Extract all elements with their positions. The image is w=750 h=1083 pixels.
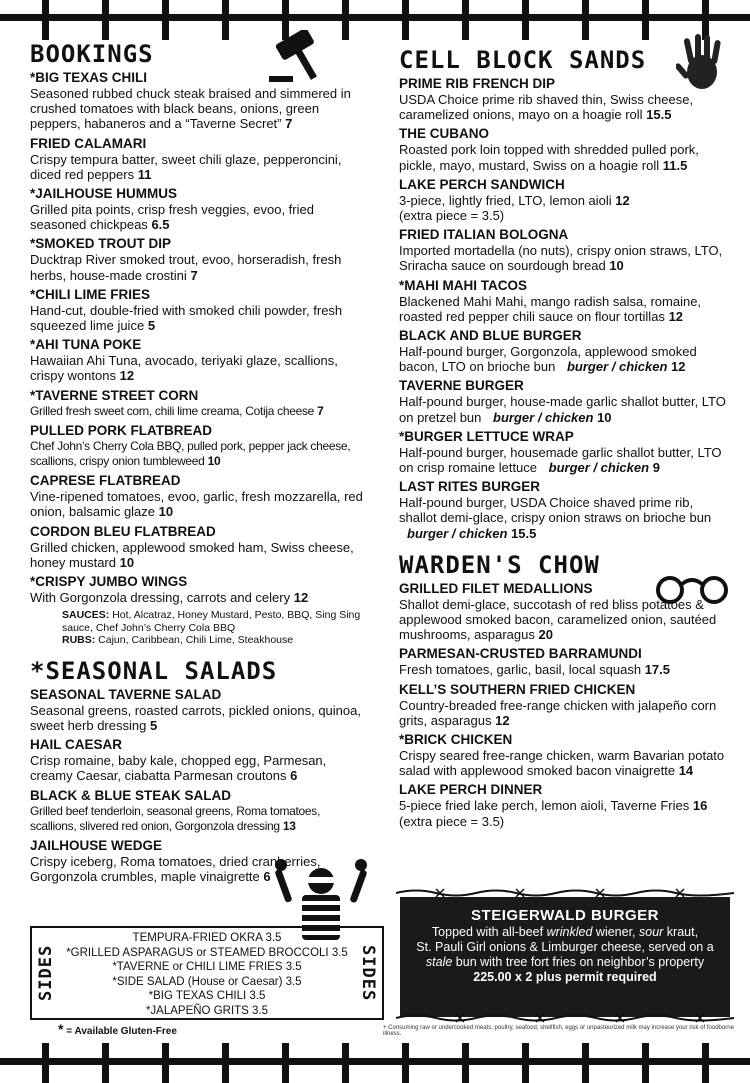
item-desc: [30, 489, 365, 519]
item-desc-text: Ducktrap River smoked trout, evoo, horseradish, fresh herbs, house-made crostini: [30, 252, 342, 283]
item-name: FRIED CALAMARI: [30, 135, 147, 151]
item-name: KELL’S SOUTHERN FRIED CHICKEN: [399, 681, 636, 697]
sw-1d: sour: [639, 925, 664, 939]
side-item: *SIDE SALAD (House or Caesar) 3.5: [112, 975, 302, 988]
item-option: burger / chicken: [493, 409, 594, 425]
item-desc-text: Roasted pork loin topped with shredded pulled pork, pickle, mayo, mustard, Swiss on a hoagie roll: [399, 142, 699, 173]
chow-title: WARDEN'S CHOW: [399, 550, 600, 579]
sauces-text: Hot, Alcatraz, Honey Mustard, Pesto, BBQ, Sing Sing sauce, Chef John’s Cherry Cola BBQ: [62, 609, 361, 634]
item-price: 17.5: [644, 662, 670, 678]
menu-item: [399, 378, 729, 424]
sands-title: CELL BLOCK SANDS: [399, 46, 647, 74]
item-price: 7: [285, 116, 293, 132]
right-column: [399, 40, 729, 833]
rubs-text: Cajun, Caribbean, Chili Lime, Steakhouse: [98, 634, 294, 647]
item-desc: [399, 394, 729, 424]
menu-item: [399, 782, 729, 828]
item-desc-text: Half-pound burger, Gorgonzola, applewood smoked bacon, LTO on brioche bun: [399, 344, 697, 375]
item-desc: [399, 92, 729, 122]
menu-item: [30, 287, 365, 333]
item-price: 10: [207, 454, 221, 469]
item-desc-text: Grilled chicken, applewood smoked ham, Swiss cheese, honey mustard: [30, 539, 354, 570]
item-name: PRIME RIB FRENCH DIP: [399, 76, 556, 91]
item-name: *BIG TEXAS CHILI: [30, 70, 148, 85]
item-desc-text: Imported mortadella (no nuts), crispy onion straws, LTO, Sriracha sauce on sourdough bread: [399, 243, 723, 274]
item-desc: [399, 344, 729, 374]
steigerwald-price: 225.00 x 2 plus permit required: [473, 970, 657, 984]
item-desc: [399, 445, 729, 475]
item-desc: [399, 662, 729, 677]
side-item: *TAVERNE or CHILI LIME FRIES 3.5: [112, 961, 302, 974]
menu-item: [30, 337, 365, 383]
sw-1c: wiener,: [592, 925, 639, 939]
item-desc: [30, 404, 365, 419]
menu-item: [30, 70, 365, 132]
item-name: *TAVERNE STREET CORN: [30, 387, 199, 403]
item-name: *CHILI LIME FRIES: [30, 286, 151, 302]
menu-item: [399, 76, 729, 122]
item-price: 10: [158, 504, 174, 520]
item-desc-text: Blackened Mahi Mahi, mango radish salsa, romaine, roasted red pepper chili sauce on flour tortillas: [399, 293, 702, 324]
item-name: BLACK AND BLUE BURGER: [399, 328, 582, 344]
bottom-prison-bars: [0, 1043, 750, 1083]
item-price: 7: [190, 267, 198, 283]
item-name: *CRISPY JUMBO WINGS: [30, 574, 188, 590]
item-name: TAVERNE BURGER: [399, 378, 524, 394]
item-desc: [30, 303, 365, 333]
item-desc: [30, 753, 365, 783]
item-name: FRIED ITALIAN BOLOGNA: [399, 227, 569, 243]
item-name: BLACK & BLUE STEAK SALAD: [30, 787, 231, 803]
item-desc-text: Seasonal greens, roasted carrots, pickled onions, quinoa, sweet herb dressing: [30, 702, 361, 733]
item-name: LAKE PERCH DINNER: [399, 782, 543, 798]
item-name: *AHI TUNA POKE: [30, 337, 142, 353]
item-desc-text: Half-pound burger, house-made garlic shallot butter, LTO on pretzel bun: [399, 394, 726, 425]
food-safety-disclaimer: + Consuming raw or undercooked meats, poultry, seafood, shellfish, eggs or unpasteurized milk may increase your risk of foodborne illness.: [383, 1025, 734, 1037]
menu-item: [30, 388, 365, 419]
menu-item: [30, 236, 365, 282]
menu-item: [399, 646, 729, 677]
item-desc-text: 3-piece, lightly fried, LTO, lemon aioli: [399, 192, 612, 208]
item-desc-text: Crisp romaine, baby kale, chopped egg, Parmesan, creamy Caesar, ciabatta Parmesan croutons: [30, 753, 327, 784]
item-price: 14: [678, 763, 694, 779]
item-desc: [30, 540, 365, 570]
menu-item: [399, 682, 729, 728]
item-desc-text: Vine-ripened tomatoes, evoo, garlic, fresh mozzarella, red onion, balsamic glaze: [30, 489, 363, 520]
item-desc-text: Grilled pita points, crisp fresh veggies, evoo, fried seasoned chickpeas: [30, 202, 314, 233]
sides-box: [30, 926, 384, 1020]
gluten-free-text: = Available Gluten-Free: [66, 1026, 177, 1037]
bookings-list: [30, 70, 365, 605]
item-price: 20: [538, 627, 553, 643]
item-desc: [399, 748, 729, 778]
item-desc: [399, 294, 729, 324]
item-desc-text: USDA Choice prime rib shaved thin, Swiss cheese, caramelized onions, mayo on a hoagie roll: [399, 92, 694, 123]
menu-item: [399, 177, 729, 223]
barbed-wire-bottom: [396, 1013, 734, 1023]
item-desc: [30, 353, 365, 383]
item-name: GRILLED FILET MEDALLIONS: [399, 580, 593, 596]
salads-title: *SEASONAL SALADS: [30, 656, 278, 685]
item-price: 5: [149, 717, 158, 733]
menu-item: [30, 524, 365, 570]
menu-item: [30, 687, 365, 733]
item-desc: [399, 698, 729, 728]
steigerwald-description: [400, 925, 730, 970]
item-desc-text: Crispy iceberg, Roma tomatoes, dried cranberries, Gorgonzola crumbles, maple vinaigrette: [30, 853, 321, 885]
item-price: 12: [615, 192, 630, 208]
side-item: TEMPURA-FRIED OKRA 3.5: [132, 932, 282, 944]
item-price: 12: [293, 590, 309, 606]
item-name: *JAILHOUSE HUMMUS: [30, 186, 178, 202]
item-desc: [30, 202, 365, 232]
item-name: *BRICK CHICKEN: [399, 732, 513, 748]
gluten-free-star: *: [58, 1021, 64, 1037]
item-option: burger / chicken: [407, 525, 508, 541]
item-name: SEASONAL TAVERNE SALAD: [30, 686, 222, 702]
item-desc: [30, 439, 365, 469]
item-name: *MAHI MAHI TACOS: [399, 277, 527, 293]
side-item: *GRILLED ASPARAGUS or STEAMED BROCCOLI 3.5: [66, 946, 348, 959]
item-price: 12: [668, 308, 684, 324]
bookings-title: BOOKINGS: [30, 40, 154, 68]
item-desc: [30, 703, 365, 733]
item-name: LAKE PERCH SANDWICH: [399, 176, 565, 192]
top-prison-bars: [0, 0, 750, 40]
item-desc-text: Chef John’s Cherry Cola BBQ, pulled pork, pepper jack cheese, scallions, crispy onion tumbleweed: [30, 438, 351, 469]
item-price: 6.5: [151, 217, 170, 233]
item-desc: [399, 243, 729, 273]
item-name: PARMESAN-CRUSTED BARRAMUNDI: [399, 646, 642, 662]
gluten-free-note: [58, 1021, 177, 1037]
item-price: 15.5: [511, 525, 537, 541]
left-column: [30, 40, 365, 888]
item-name: *BURGER LETTUCE WRAP: [399, 428, 574, 444]
steigerwald-burger-box: [400, 897, 730, 1017]
item-price: 13: [282, 818, 296, 833]
item-price: 6: [263, 869, 271, 885]
menu-item: [30, 136, 365, 182]
sands-list: [399, 76, 729, 541]
item-desc-text: Shallot demi-glace, succotash of red bliss potatoes & applewood smoked bacon, caramelized onion, sautéed mushrooms, asparagus: [399, 596, 717, 643]
sauces-label: SAUCES:: [62, 609, 110, 622]
item-desc-text: Crispy tempura batter, sweet chili glaze, pepperoncini, diced red peppers: [30, 151, 342, 182]
item-option: burger / chicken: [548, 460, 650, 476]
item-extra: (extra piece = 3.5): [399, 208, 505, 224]
item-desc: [399, 798, 729, 828]
sw-3b: bun with tree fort fries on neighbor’s property: [452, 955, 705, 969]
item-desc: [30, 854, 365, 884]
menu-item: [30, 788, 365, 834]
item-price: 5: [147, 318, 156, 334]
item-price: 15.5: [646, 107, 672, 123]
menu-item: [30, 574, 365, 605]
item-name: CAPRESE FLATBREAD: [30, 473, 181, 489]
menu-item: [399, 126, 729, 172]
item-desc-text: Grilled fresh sweet corn, chili lime creama, Cotija cheese: [30, 403, 315, 418]
sides-label-left: SIDES: [36, 944, 56, 1002]
item-desc-text: Country-breaded free-range chicken with jalapeño corn grits, asparagus: [399, 697, 717, 728]
item-desc-text: Hand-cut, double-fried with smoked chili powder, fresh squeezed lime juice: [30, 302, 343, 334]
item-desc: [30, 252, 365, 282]
item-desc-text: Half-pound burger, housemade garlic shallot butter, LTO on crisp romaine lettuce: [399, 444, 722, 476]
item-name: LAST RITES BURGER: [399, 479, 541, 495]
steigerwald-title: STEIGERWALD BURGER: [471, 907, 659, 924]
salads-list: [30, 687, 365, 885]
item-price: 12: [671, 359, 686, 375]
menu-item: [30, 737, 365, 783]
item-desc: [30, 152, 365, 182]
menu-item: [399, 278, 729, 324]
item-price: 11.5: [662, 157, 688, 173]
item-desc-text: Half-pound burger, USDA Choice shaved prime rib, shallot demi-glace, crispy onion straws on brioche bun: [399, 495, 712, 526]
item-price: 9: [652, 460, 660, 476]
sw-3a: stale: [425, 955, 453, 969]
item-desc: [399, 495, 729, 541]
item-price: 11: [137, 166, 152, 182]
sw-1a: Topped with all-beef: [431, 925, 547, 939]
item-option: burger / chicken: [566, 359, 668, 375]
menu-item: [399, 328, 729, 374]
item-desc-text: Grilled beef tenderloin, seasonal greens, Roma tomatoes, scallions, slivered red onion, Gorgonzola dressing: [30, 803, 321, 833]
sw-1b: wrinkled: [546, 925, 593, 939]
item-desc-text: Fresh tomatoes, garlic, basil, local squash: [399, 662, 642, 678]
item-price: 7: [317, 403, 324, 418]
item-desc-text: Crispy seared free-range chicken, warm Bavarian potato salad with applewood smoked bacon vinaigrette: [399, 748, 725, 779]
item-name: HAIL CAESAR: [30, 737, 123, 753]
sw-2: St. Pauli Girl onions & Limburger cheese, served on a: [416, 940, 714, 954]
rubs-label: RUBS:: [62, 634, 96, 647]
item-desc-text: Hawaiian Ahi Tuna, avocado, teriyaki glaze, scallions, crispy wontons: [30, 353, 338, 384]
item-desc: [399, 193, 729, 223]
item-price: 12: [119, 368, 135, 384]
menu-item: [30, 423, 365, 469]
item-desc: [399, 597, 729, 643]
item-extra: (extra piece = 3.5): [399, 813, 505, 829]
item-desc-text: With Gorgonzola dressing, carrots and celery: [30, 590, 291, 606]
menu-item: [30, 473, 365, 519]
menu-item: [30, 838, 365, 884]
item-price: 6: [290, 768, 298, 784]
menu-item: [30, 186, 365, 232]
side-item: *JALAPEÑO GRITS 3.5: [145, 1004, 269, 1017]
item-price: 10: [119, 554, 135, 570]
item-name: THE CUBANO: [399, 126, 489, 142]
item-desc-text: 5-piece fried lake perch, lemon aioli, Taverne Fries: [399, 798, 690, 814]
sides-list: [66, 931, 348, 1019]
sw-1e: kraut,: [663, 925, 699, 939]
item-desc: [30, 86, 365, 132]
menu-item: [399, 479, 729, 541]
item-price: 10: [609, 258, 624, 274]
item-name: PULLED PORK FLATBREAD: [30, 422, 212, 438]
chow-list: [399, 581, 729, 829]
item-desc: [30, 590, 365, 605]
menu-item: [399, 732, 729, 778]
item-price: 10: [597, 409, 612, 425]
item-price: 16: [692, 798, 708, 814]
item-desc: [30, 804, 365, 834]
item-desc: [399, 142, 729, 172]
item-name: JAILHOUSE WEDGE: [30, 837, 163, 853]
item-desc-text: Seasoned rubbed chuck steak braised and simmered in crushed tomatoes with black beans, onions, green peppers, habaneros and a “Taverne Secret”: [30, 86, 351, 132]
side-item: *BIG TEXAS CHILI 3.5: [148, 990, 266, 1003]
sauces-rubs: [30, 609, 365, 647]
sides-label-right: SIDES: [358, 944, 378, 1002]
item-price: 12: [495, 712, 510, 728]
menu-item: [399, 429, 729, 475]
menu-item: [399, 227, 729, 273]
item-name: *SMOKED TROUT DIP: [30, 236, 172, 252]
item-name: CORDON BLEU FLATBREAD: [30, 523, 216, 539]
menu-item: [399, 581, 729, 643]
